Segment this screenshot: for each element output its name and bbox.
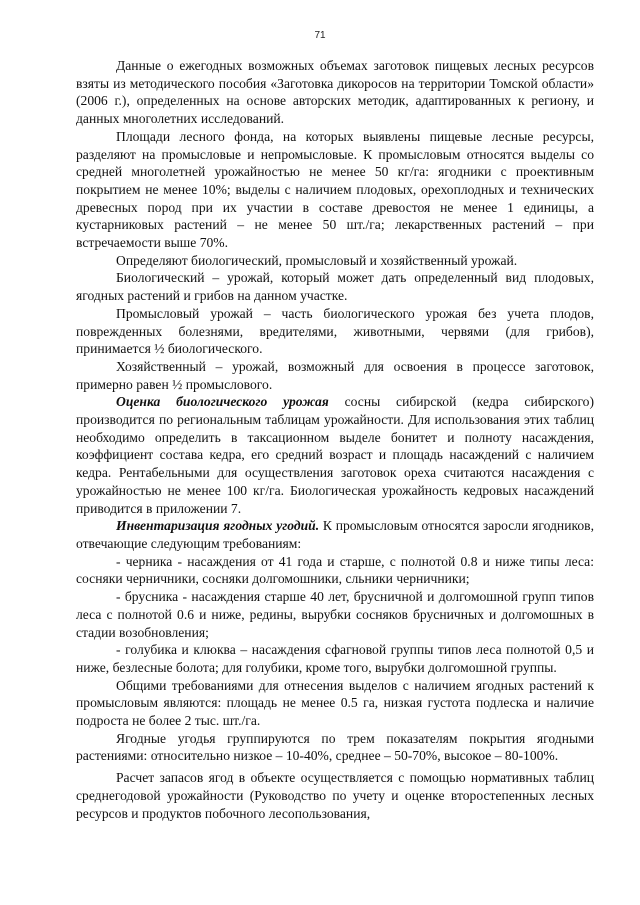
section-lead-berry-inventory: Инвентаризация ягодных угодий. xyxy=(116,518,320,534)
paragraph-harvest-types: Определяют биологический, промысловый и хозяйственный урожай. xyxy=(116,252,518,268)
list-item-lingonberry: - брусника - насаждения старше 40 лет, брусничной и долгомошной групп типов леса с полнотой 0.6 и ниже, редины, вырубки сосняков брусничных и долгомошных в стадии возобновления; xyxy=(76,589,594,640)
section-lead-biological-yield: Оценка биологического урожая xyxy=(116,394,329,410)
paragraph-biological-yield-assessment: Оценка биологического урожая сосны сибирской (кедра сибирского) производится по региональным таблицам урожайности. Для использования этих таблиц необходимо определить в таксационном выделе бонитет и полноту насаждения, коэффициент состава кедра, его средний возраст и площадь насаждений с наличием кедра. Рентабельными для осуществления заготовок ореха считаются насаждения с урожайностью не менее 100 кг/га. Биологическая урожайность кедровых насаждений приводится в приложении 7. xyxy=(76,394,595,516)
paragraph-sources: Данные о ежегодных возможных объемах заготовок пищевых лесных ресурсов взяты из методического пособия «Заготовка дикоросов на территории Томской области» (2006 г.), определенных на основе авторских методик, адаптированных к региону, и данных многолетних исследований. xyxy=(76,58,594,127)
page-body xyxy=(76,57,594,822)
list-item-blueberry: - черника - насаждения от 41 года и старше, с полнотой 0.8 и ниже типы леса: сосняки черничники, сосняки долгомошники, сльники черничники; xyxy=(76,553,594,587)
paragraph-stock-calculation: Расчет запасов ягод в объекте осуществляется с помощью нормативных таблиц среднегодовой урожайности (Руководство по учету и оценке второстепенных лесных ресурсов и продуктов побочного лесопользования, xyxy=(76,770,594,821)
paragraph-commercial-harvest: Промысловый урожай – часть биологического урожая без учета плодов, поврежденных болезнями, вредителями, животными, червями (для грибов), принимается ½ биологического. xyxy=(76,305,594,357)
paragraph-biological-harvest: Биологический – урожай, который может дать определенный вид плодовых, ягодных растений и грибов на данном участке. xyxy=(76,270,594,304)
paragraph-general-requirements: Общими требованиями для отнесения выделов с наличием ягодных растений к промысловым являются: площадь не менее 0.5 га, низкая густота подлеска и наличие подроста не более 2 тыс. шт./га. xyxy=(76,677,594,729)
paragraph-forest-areas: Площади лесного фонда, на которых выявлены пищевые лесные ресурсы, разделяют на промысловые и непромысловые. К промысловым относятся выделы со средней многолетней урожайностью не менее 50 кг/га: ягодники с проективным покрытием не менее 10%; выделы с наличием плодовых, орехоплодных и технических древесных пород при их участии в составе древостоя не менее 1 единицы, а кустарниковых растений – не менее 50 шт./га; лекарственных растений – при встречаемости выше 70%. xyxy=(76,128,594,251)
paragraph-berry-inventory: Инвентаризация ягодных угодий. К промысловым относятся заросли ягодников, отвечающие следующим требованиям: xyxy=(76,518,594,551)
page-number: 71 xyxy=(314,30,326,41)
paragraph-economic-harvest: Хозяйственный – урожай, возможный для освоения в процессе заготовок, примерно равен ½ промыслового. xyxy=(76,358,594,392)
list-item-bog-bilberry-cranberry: - голубика и клюква – насаждения сфагновой группы типов леса полнотой 0,5 и ниже, безлесные болота; для голубики, кроме того, вырубки долгомошной группы. xyxy=(76,642,594,675)
paragraph-coverage-groups: Ягодные угодья группируются по трем показателям покрытия ягодными растениями: относительно низкое – 10-40%, среднее – 50-70%, высокое – 80-100%. xyxy=(76,730,594,764)
